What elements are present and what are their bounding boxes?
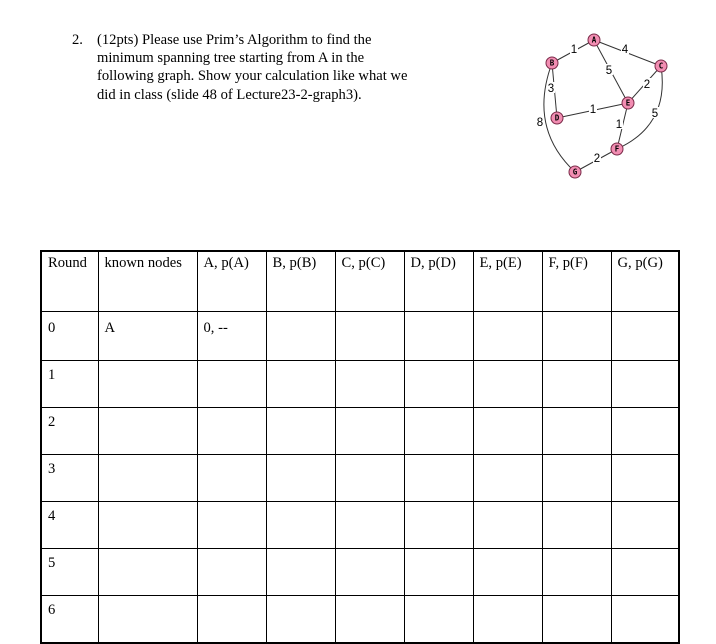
- cell-c: [335, 596, 404, 644]
- table-row: [41, 312, 679, 361]
- question-number: 2.: [72, 32, 83, 48]
- edge-weight-a-c: 4: [621, 44, 629, 56]
- cell-round: 5: [41, 549, 98, 596]
- cell-round: 3: [41, 455, 98, 502]
- cell-e: [473, 502, 542, 549]
- node-label-f: F: [614, 144, 620, 154]
- cell-known-nodes: [98, 455, 197, 502]
- cell-f: [542, 596, 611, 644]
- cell-a: [197, 502, 266, 549]
- node-label-a: A: [591, 35, 597, 45]
- cell-round: 1: [41, 361, 98, 408]
- cell-e: [473, 596, 542, 644]
- cell-e: [473, 549, 542, 596]
- cell-a: [197, 361, 266, 408]
- header-known-nodes: known nodes: [98, 251, 197, 312]
- cell-f: [542, 408, 611, 455]
- cell-a: 0, --: [197, 312, 266, 361]
- table-row: [41, 502, 679, 549]
- edge-weight-c-f: 5: [651, 108, 659, 120]
- cell-b: [266, 312, 335, 361]
- header-f: F, p(F): [542, 251, 611, 312]
- cell-g: [611, 408, 679, 455]
- header-a: A, p(A): [197, 251, 266, 312]
- edge-weight-b-g: 8: [536, 117, 544, 129]
- cell-c: [335, 361, 404, 408]
- question-line: did in class (slide 48 of Lecture23-2-graph3).: [97, 86, 362, 103]
- table-row: [41, 549, 679, 596]
- cell-b: [266, 455, 335, 502]
- table-row: [41, 455, 679, 502]
- cell-a: [197, 596, 266, 644]
- table-row: [41, 408, 679, 455]
- cell-f: [542, 455, 611, 502]
- cell-b: [266, 361, 335, 408]
- header-d: D, p(D): [404, 251, 473, 312]
- cell-d: [404, 455, 473, 502]
- cell-g: [611, 549, 679, 596]
- cell-c: [335, 312, 404, 361]
- cell-c: [335, 549, 404, 596]
- cell-f: [542, 361, 611, 408]
- cell-f: [542, 312, 611, 361]
- cell-e: [473, 361, 542, 408]
- cell-g: [611, 361, 679, 408]
- cell-round: 2: [41, 408, 98, 455]
- cell-f: [542, 502, 611, 549]
- edge-weight-b-d: 3: [547, 83, 555, 95]
- cell-round: 6: [41, 596, 98, 644]
- cell-round: 0: [41, 312, 98, 361]
- cell-e: [473, 312, 542, 361]
- cell-known-nodes: [98, 549, 197, 596]
- cell-g: [611, 596, 679, 644]
- table-header-row: [41, 251, 679, 312]
- cell-known-nodes: [98, 502, 197, 549]
- node-label-e: E: [625, 98, 631, 108]
- cell-d: [404, 502, 473, 549]
- node-label-b: B: [549, 58, 555, 68]
- edge-weight-f-g: 2: [593, 153, 601, 165]
- question-line: minimum spanning tree starting from A in the: [97, 50, 365, 67]
- cell-d: [404, 596, 473, 644]
- cell-b: [266, 596, 335, 644]
- edge-weight-e-f: 1: [615, 119, 623, 131]
- cell-a: [197, 455, 266, 502]
- graph-diagram: [0, 0, 716, 200]
- cell-d: [404, 408, 473, 455]
- cell-c: [335, 408, 404, 455]
- edge-weight-a-b: 1: [570, 44, 578, 56]
- cell-e: [473, 455, 542, 502]
- cell-g: [611, 455, 679, 502]
- header-e: E, p(E): [473, 251, 542, 312]
- cell-round: 4: [41, 502, 98, 549]
- header-g: G, p(G): [611, 251, 679, 312]
- question-line: (12pts) Please use Prim’s Algorithm to find the: [97, 32, 372, 48]
- cell-a: [197, 408, 266, 455]
- table-row: [41, 596, 679, 644]
- table-row: [41, 361, 679, 408]
- node-label-d: D: [554, 113, 560, 123]
- header-b: B, p(B): [266, 251, 335, 312]
- header-round: Round: [41, 251, 98, 312]
- cell-known-nodes: [98, 596, 197, 644]
- cell-c: [335, 502, 404, 549]
- cell-b: [266, 502, 335, 549]
- cell-g: [611, 502, 679, 549]
- cell-d: [404, 312, 473, 361]
- cell-b: [266, 408, 335, 455]
- edge-weight-c-e: 2: [643, 79, 651, 91]
- cell-known-nodes: A: [98, 312, 197, 361]
- edge-weight-a-e: 5: [605, 65, 613, 77]
- header-c: C, p(C): [335, 251, 404, 312]
- edge-weight-d-e: 1: [589, 104, 597, 116]
- cell-known-nodes: [98, 361, 197, 408]
- cell-g: [611, 312, 679, 361]
- cell-d: [404, 549, 473, 596]
- cell-e: [473, 408, 542, 455]
- question-line: following graph. Show your calculation like what we: [97, 68, 408, 85]
- node-label-c: C: [658, 61, 664, 71]
- cell-d: [404, 361, 473, 408]
- node-label-g: G: [572, 167, 578, 177]
- prim-table: [40, 250, 680, 644]
- cell-known-nodes: [98, 408, 197, 455]
- cell-b: [266, 549, 335, 596]
- cell-c: [335, 455, 404, 502]
- cell-a: [197, 549, 266, 596]
- cell-f: [542, 549, 611, 596]
